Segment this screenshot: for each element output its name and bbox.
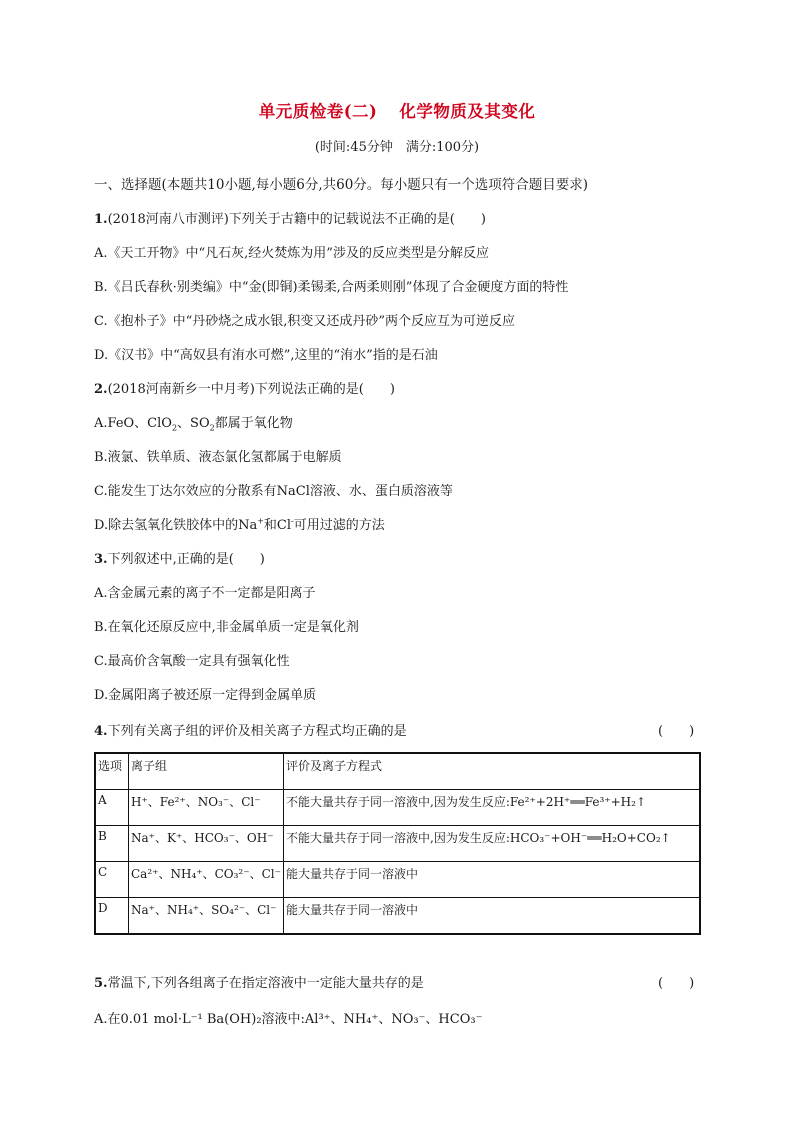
question-number: 4.: [94, 724, 108, 739]
q2-option-b: B.液氯、铁单质、液态氯化氢都属于电解质: [94, 450, 342, 465]
row-evaluation: 能大量共存于同一溶液中: [284, 862, 701, 898]
row-evaluation: 不能大量共存于同一溶液中,因为发生反应:HCO₃⁻+OH⁻══H₂O+CO₂↑: [284, 826, 701, 862]
question-text: (2018河南新乡一中月考)下列说法正确的是( ): [107, 382, 395, 397]
option-text: 和Cl: [263, 518, 292, 533]
option-text: 可用过滤的方法: [293, 518, 385, 533]
paper-title: [0, 98, 794, 122]
exam-time-score: (时间:45分钟 满分:100分): [314, 140, 480, 155]
option-text: 都属于氧化物: [214, 416, 293, 431]
question-text: 常温下,下列各组离子在指定溶液中一定能大量共存的是: [107, 976, 424, 991]
row-ions: Ca²⁺、NH₄⁺、CO₃²⁻、Cl⁻: [129, 862, 284, 898]
q1-option-a: A.《天工开物》中“凡石灰,经火焚炼为用”涉及的反应类型是分解反应: [94, 246, 489, 261]
table-row: [95, 826, 700, 862]
title-unit: 单元质检卷(二): [258, 102, 378, 121]
superscript: +: [257, 516, 264, 526]
q3-option-b: B.在氧化还原反应中,非金属单质一定是氧化剂: [94, 620, 359, 635]
q3-option-d: D.金属阳离子被还原一定得到金属单质: [94, 688, 317, 703]
row-ions: Na⁺、K⁺、HCO₃⁻、OH⁻: [129, 826, 284, 862]
row-evaluation: 不能大量共存于同一溶液中,因为发生反应:Fe²⁺+2H⁺══Fe³⁺+H₂↑: [284, 790, 701, 826]
q5-option-a: A.在0.01 mol·L⁻¹ Ba(OH)₂溶液中:Al³⁺、NH₄⁺、NO₃⁻、HCO₃⁻: [94, 1012, 483, 1027]
question-number: 1.: [94, 212, 108, 227]
section-heading: 一、选择题(本题共10小题,每小题6分,共60分。每小题只有一个选项符合题目要求): [94, 177, 589, 193]
question-3-stem: [94, 548, 265, 567]
question-number: 3.: [94, 552, 108, 567]
q2-option-c: C.能发生丁达尔效应的分散系有NaCl溶液、水、蛋白质溶液等: [94, 484, 453, 499]
header-option: 选项: [95, 753, 129, 790]
question-4-stem: [94, 720, 407, 739]
subscript: 2: [209, 423, 215, 433]
q2-option-d: [94, 514, 385, 533]
superscript: -: [291, 516, 294, 526]
row-option: C: [95, 862, 129, 898]
header-evaluation: 评价及离子方程式: [284, 753, 701, 790]
title-topic: 化学物质及其变化: [399, 102, 536, 121]
question-number: 5.: [94, 976, 108, 991]
question-number: 2.: [94, 382, 108, 397]
answer-blank: ( ): [658, 976, 695, 991]
subscript: 2: [171, 423, 178, 433]
row-ions: H⁺、Fe²⁺、NO₃⁻、Cl⁻: [129, 790, 284, 826]
option-text: 、SO: [177, 416, 210, 431]
question-2-stem: [94, 378, 395, 397]
table-row: [95, 790, 700, 826]
table-header-row: [95, 753, 700, 790]
question-text: (2018河南八市测评)下列关于古籍中的记载说法不正确的是( ): [107, 212, 486, 227]
option-text: D.除去氢氧化铁胶体中的Na: [94, 518, 258, 533]
option-text: A.FeO、ClO: [94, 416, 172, 431]
q1-option-b: B.《吕氏春秋·别类编》中“金(即铜)柔锡柔,合两柔则刚”体现了合金硬度方面的特性: [94, 280, 569, 295]
answer-blank: ( ): [658, 724, 695, 739]
ion-evaluation-table: [94, 752, 701, 935]
q1-option-d: D.《汉书》中“高奴县有洧水可燃”,这里的“洧水”指的是石油: [94, 348, 438, 363]
table-row: [95, 898, 700, 935]
q3-option-c: C.最高价含氧酸一定具有强氧化性: [94, 654, 290, 669]
row-option: A: [95, 790, 129, 826]
question-text: 下列叙述中,正确的是( ): [107, 552, 265, 567]
q1-option-c: C.《抱朴子》中“丹砂烧之成水银,积变又还成丹砂”两个反应互为可逆反应: [94, 314, 516, 329]
q2-option-a: [94, 412, 293, 431]
row-evaluation: 能大量共存于同一溶液中: [284, 898, 701, 935]
header-ions: 离子组: [129, 753, 284, 790]
question-text: 下列有关离子组的评价及相关离子方程式均正确的是: [107, 724, 407, 739]
question-1-stem: [94, 208, 486, 227]
row-ions: Na⁺、NH₄⁺、SO₄²⁻、Cl⁻: [129, 898, 284, 935]
q3-option-a: A.含金属元素的离子不一定都是阳离子: [94, 586, 316, 601]
row-option: B: [95, 826, 129, 862]
row-option: D: [95, 898, 129, 935]
table-row: [95, 862, 700, 898]
question-5-stem: [94, 972, 424, 991]
